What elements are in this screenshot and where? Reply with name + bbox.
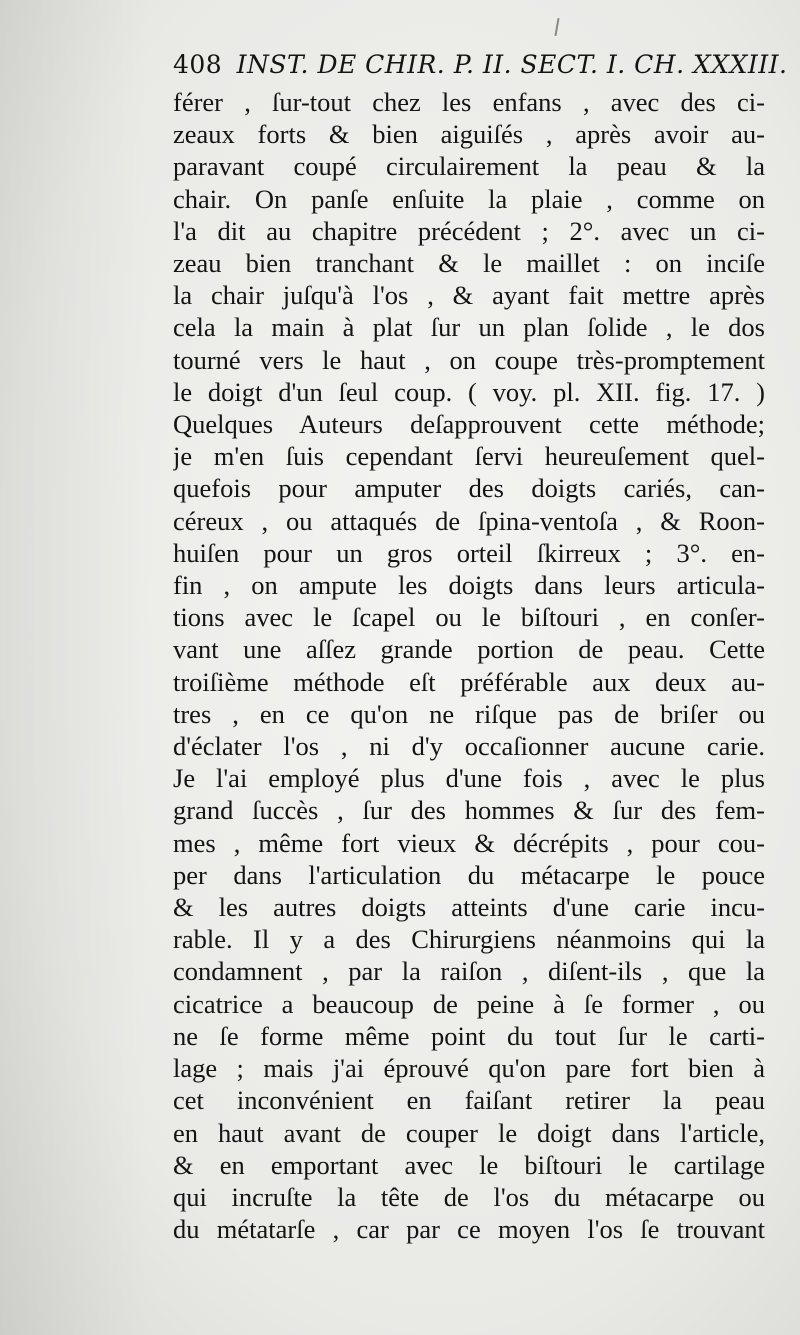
text-line: le doigt d'un ſeul coup. ( voy. pl. XII. fig. 17. ) (173, 376, 765, 407)
running-title: INST. DE CHIR. P. II. SECT. I. CH. XXXIII. (236, 50, 788, 79)
text-line: zeaux forts & bien aiguiſés , après avoir au- (173, 119, 765, 150)
running-header (173, 50, 788, 79)
text-line: Je l'ai employé plus d'une fois , avec le plus (173, 763, 765, 794)
body-text (173, 86, 765, 1245)
text-line: la chair juſqu'à l'os , & ayant fait mettre après (173, 280, 765, 311)
page-gutter-shadow (0, 0, 150, 1335)
text-line: l'a dit au chapitre précédent ; 2°. avec un ci- (173, 215, 765, 246)
text-line: du métatarſe , car par ce moyen l'os ſe trouvant (173, 1214, 765, 1245)
text-line: mes , même fort vieux & décrépits , pour cou- (173, 827, 765, 858)
text-line: fin , on ampute les doigts dans leurs articula- (173, 570, 765, 601)
text-line: je m'en ſuis cependant ſervi heureuſement quel- (173, 441, 765, 472)
text-line: férer , ſur-tout chez les enfans , avec des ci- (173, 87, 765, 117)
ink-mark (554, 18, 559, 36)
text-line: qui incruſte la tête de l'os du métacarpe ou (173, 1181, 765, 1212)
text-line: huiſen pour un gros orteil ſkirreux ; 3°. en- (173, 537, 765, 568)
text-line: zeau bien tranchant & le maillet : on inciſe (173, 248, 765, 279)
text-line: vant une aſſez grande portion de peau. Cette (173, 634, 765, 665)
text-line: cela la main à plat ſur un plan ſolide , le dos (173, 312, 765, 343)
text-line: tourné vers le haut , on coupe très-promptement (173, 344, 765, 375)
text-line: quefois pour amputer des doigts cariés, can- (173, 473, 765, 504)
text-line: tions avec le ſcapel ou le biſtouri , en conſer- (173, 602, 765, 633)
text-line: céreux , ou attaqués de ſpina-ventoſa , & Roon- (173, 505, 765, 536)
text-line: rable. Il y a des Chirurgiens néanmoins qui la (173, 924, 765, 955)
text-line: grand ſuccès , ſur des hommes & ſur des fem- (173, 795, 765, 826)
text-line: & en emportant avec le biſtouri le cartilage (173, 1149, 765, 1180)
text-line: troiſième méthode eſt préférable aux deux au- (173, 666, 765, 697)
page-number: 408 (173, 50, 223, 79)
text-line: cicatrice a beaucoup de peine à ſe former , ou (173, 988, 765, 1019)
text-line: d'éclater l'os , ni d'y occaſionner aucune carie. (173, 731, 765, 762)
text-line: ne ſe forme même point du tout ſur le carti- (173, 1020, 765, 1051)
text-line: chair. On panſe enſuite la plaie , comme on (173, 183, 765, 214)
text-line: lage ; mais j'ai éprouvé qu'on pare fort bien à (173, 1053, 765, 1084)
text-line: & les autres doigts atteints d'une carie incu- (173, 892, 765, 923)
text-line: cet inconvénient en faiſant retirer la peau (173, 1085, 765, 1116)
text-line: condamnent , par la raiſon , diſent-ils , que la (173, 956, 765, 987)
text-line: tres , en ce qu'on ne riſque pas de briſer ou (173, 698, 765, 729)
text-line: paravant coupé circulairement la peau & la (173, 151, 765, 182)
text-line: en haut avant de couper le doigt dans l'article, (173, 1117, 765, 1148)
text-line: per dans l'articulation du métacarpe le pouce (173, 859, 765, 890)
text-line: Quelques Auteurs deſapprouvent cette méthode; (173, 409, 765, 440)
